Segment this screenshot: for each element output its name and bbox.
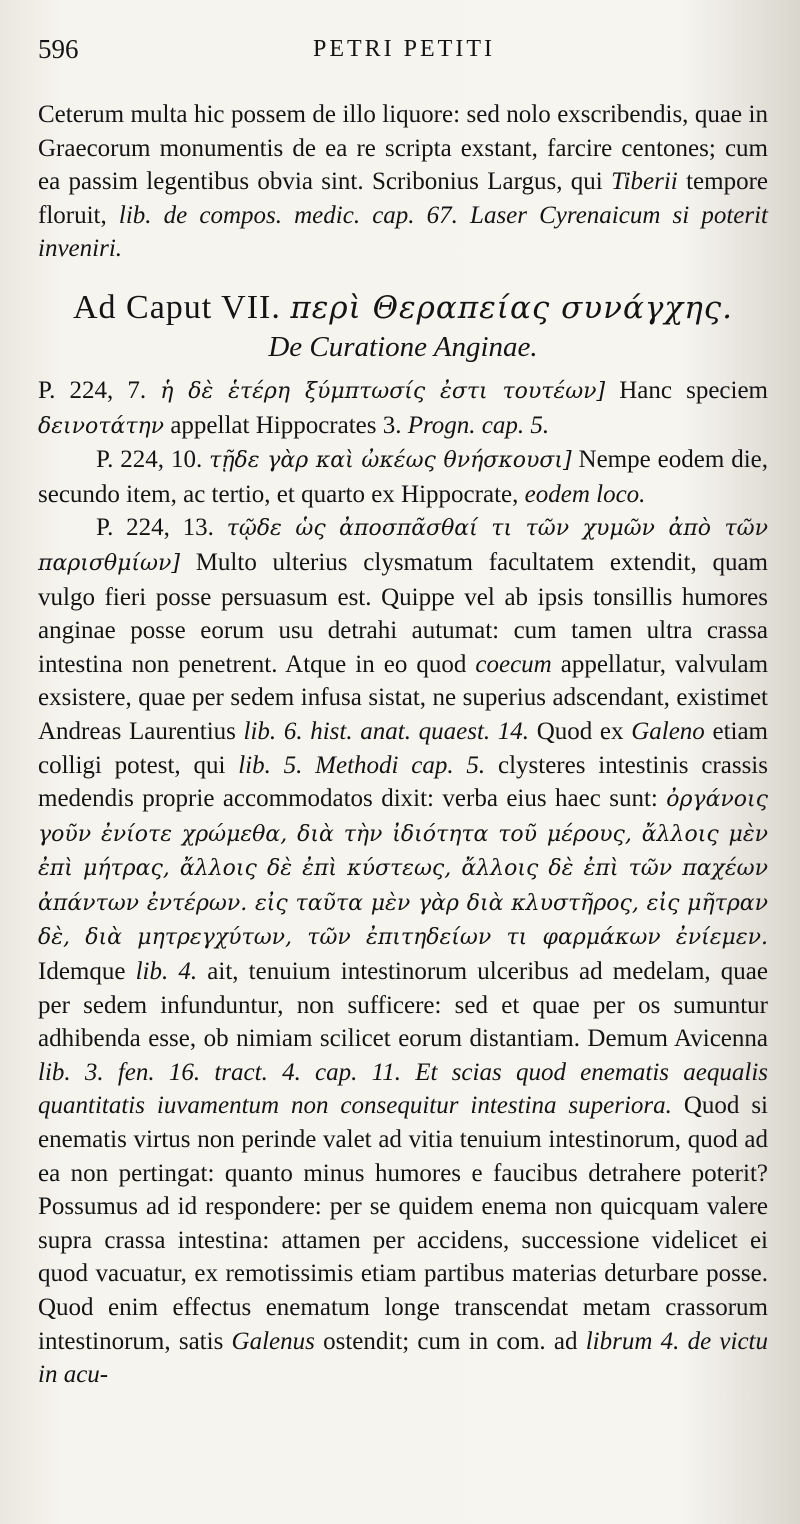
commentary-paragraph: P. 224, 10. τῇδε γὰρ καὶ ὠκέως θνήσκουσι] Nempe eodem die, secundo item, ac tertio, et quarto ex Hippocrate, eodem loco. [38, 446, 769, 508]
chapter-title-latin: Ad Caput VII. [72, 288, 281, 326]
commentary-paragraph: P. 224, 7. ἡ δὲ ἑτέρη ξύμπτωσίς ἐστι τουτέων] Hanc speciem δεινοτάτην appellat Hippocrates 3. Progn. cap. 5. [38, 376, 768, 439]
chapter-subtitle: De Curatione Anginae. [268, 330, 538, 363]
chapter-heading [38, 288, 768, 366]
chapter-title [38, 288, 768, 328]
commentary-paragraph: P. 224, 13. τῷδε ὡς ἀποσπᾶσθαί τι τῶν χυμῶν ἀπὸ τῶν παρισθμίων] Multo ulterius clysmatum facultatem extendit, quam vulgo fieri posse persuasum est. Quippe vel ab ipsis tonsillis humores anginae posse eorum usu detrahi autumat: cum tamen ultra crassa intestina non penetrent. Atque in eo quod coecum appellatur, valvulam exsistere, quae per sedem infusa sistat, ne superius adscendant, existimet Andreas Laurentius lib. 6. hist. anat. quaest. 14. Quod ex Galeno etiam colligi potest, qui lib. 5. Methodi cap. 5. clysteres intestinis crassis medendis proprie accommodatos dixit: verba eius haec sunt: ὀργάνοις γοῦν ἐνίοτε χρώμεθα, διὰ τὴν ἰδιότητα τοῦ μέρους, ἄλλοις μὲν ἐπὶ μήτρας, ἄλλοις δὲ ἐπὶ κύστεως, ἄλλοις δὲ ἐπὶ τῶν παχέων ἀπάντων ἐντέρων. εἰς ταῦτα μὲν γὰρ διὰ κλυστῆρος, εἰς μῆτραν δὲ, διὰ μητρεγχύτων, τῶν ἐπιτηδείων τι φαρμάκων ἐνίεμεν. Idemque lib. 4. ait, tenuium intestinorum ulceribus ad medelam, quae per sedem infunduntur, non sufficere: sed et quae per os sumuntur adhibenda esse, ob nimiam scilicet eorum distantiam. Demum Avicenna lib. 3. fen. 16. tract. 4. cap. 11. Et scias quod enematis aequalis quantitatis iuvamentum non consequitur intestina superiora. Quod si enematis virtus non perinde valet ad vitia tenuium intestinorum, quod ad ea non pertingat: quanto minus humores e faucibus detrahere poterit? Possumus ad id respondere: per se quidem enema non quicquam valere supra crassa intestina: attamen per accidens, successione videlicet ei quod vacuatur, ex remotissimis etiam partibus materias deturbare posse. Quod enim effectus enematum longe transcendat metam crassorum intestinorum, satis Galenus ostendit; cum in com. ad librum 4. de victu in acu- [38, 514, 769, 1389]
page-number: 596 [38, 34, 79, 64]
running-head: PETRI PETITI [313, 36, 495, 62]
intro-paragraph: Ceterum multa hic possem de illo liquore: sed nolo exscribendis, quae in Graecorum monumentis de ea re scripta exstant, farcire centones; cum ea passim legentibus obvia sint. Scribonius Largus, qui Tiberii tempore floruit, lib. de compos. medic. cap. 67. Laser Cyrenaicum si poterit inveniri. [38, 101, 768, 263]
commentary-section [38, 374, 768, 1392]
chapter-title-greek: περὶ Θεραπείας συνάγχης. [290, 289, 733, 326]
body-text [38, 98, 768, 1392]
page-header [38, 34, 770, 78]
